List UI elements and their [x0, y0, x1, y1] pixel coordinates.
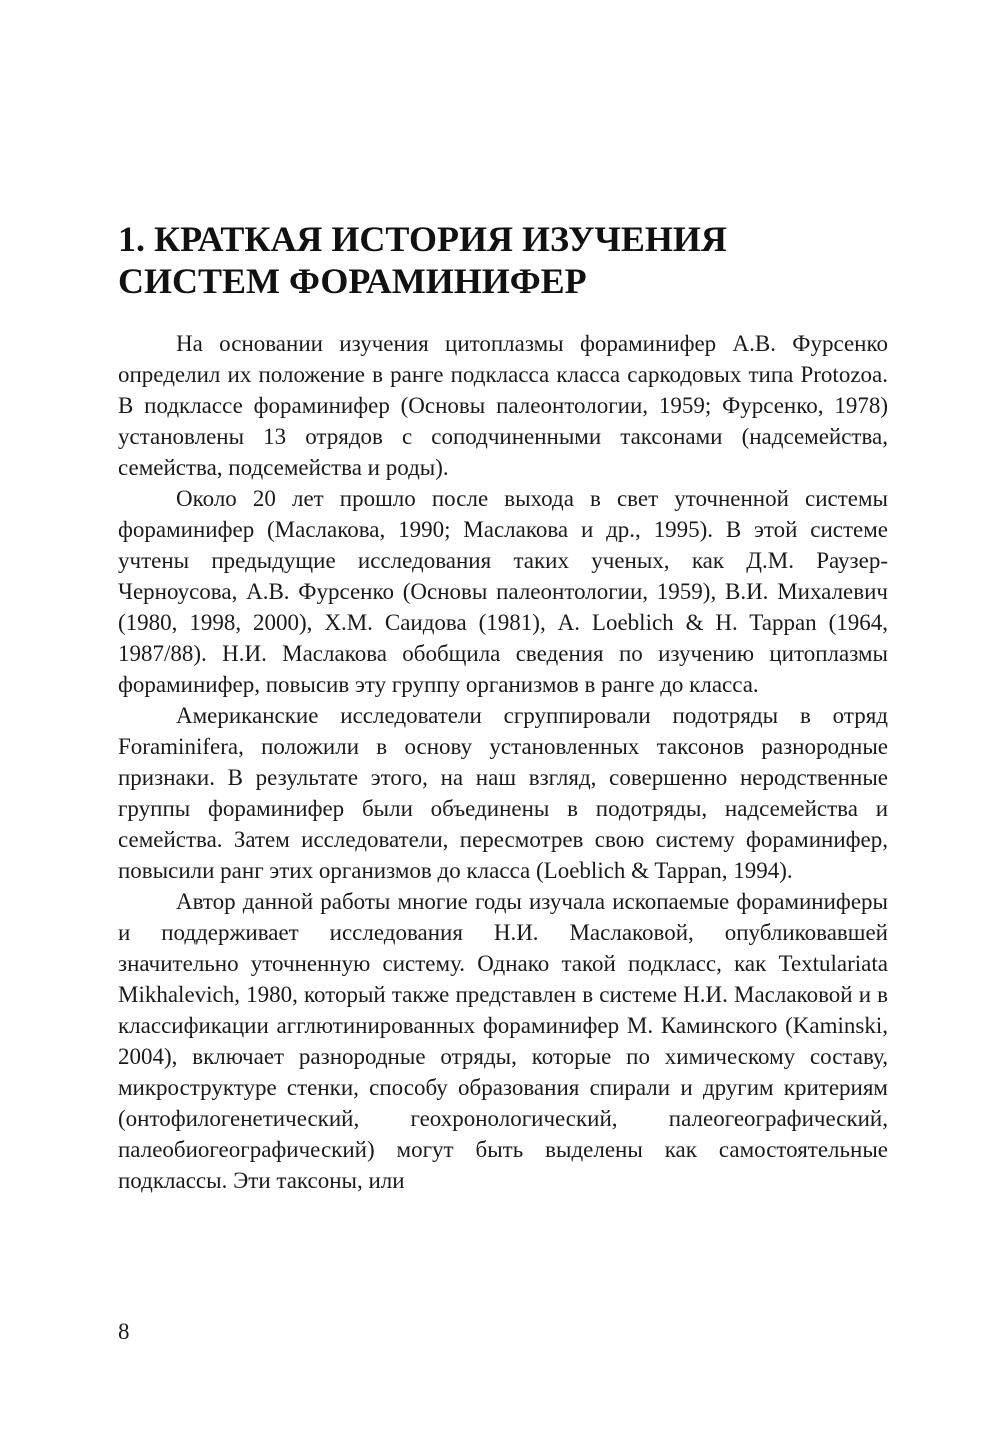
paragraph-3: Американские исследователи сгруппировали подотряды в отряд Foraminifera, положили в основу установленных таксонов разнородные признаки. В результате этого, на наш взгляд, совершенно неродственные группы фораминифер были объединены в подотряды, надсемейства и семейства. Затем исследователи, пересмотрев свою систему фораминифер, повысили ранг этих организмов до класса (Loeblich & Tappan, 1994).: [118, 703, 888, 883]
page-number: 8: [118, 1319, 130, 1344]
chapter-title-line-2: СИСТЕМ ФОРАМИНИФЕР: [118, 261, 587, 301]
chapter-title-line-1: 1. КРАТКАЯ ИСТОРИЯ ИЗУЧЕНИЯ: [118, 219, 727, 259]
paragraph-4: Автор данной работы многие годы изучала ископаемые фораминиферы и поддерживает исследования Н.И. Маслаковой, опубликовавшей значительно уточненную систему. Однако такой подкласс, как Textulariata Mikhalevich, 1980, который также представлен в системе Н.И. Маслаковой и в классификации агглютинированных фораминифер М. Каминского (Kaminski, 2004), включает разнородные отряды, которые по химическому составу, микроструктуре стенки, способу образования спирали и другим критериям (онтофилогенетический, геохронологический, палеогеографический, палеобиогеографический) могут быть выделены как самостоятельные подклассы. Эти таксоны, или: [118, 889, 888, 1193]
body-text: [118, 328, 888, 1196]
chapter-title: [118, 218, 898, 302]
paragraph-2: Около 20 лет прошло после выхода в свет уточненной системы фораминифер (Маслакова, 1990; Маслакова и др., 1995). В этой системе учтены предыдущие исследования таких ученых, как Д.М. Раузер-Черноусова, А.В. Фурсенко (Основы палеонтологии, 1959), В.И. Михалевич (1980, 1998, 2000), Х.М. Саидова (1981), A. Loeblich & H. Tappan (1964, 1987/88). Н.И. Маслакова обобщила сведения по изучению цитоплазмы фораминифер, повысив эту группу организмов в ранге до класса.: [118, 486, 888, 697]
paragraph-1: На основании изучения цитоплазмы фораминифер А.В. Фурсенко определил их положение в ранге подкласса класса саркодовых типа Protozoa. В подклассе фораминифер (Основы палеонтологии, 1959; Фурсенко, 1978) установлены 13 отрядов с соподчиненными таксонами (надсемейства, семейства, подсемейства и роды).: [118, 331, 888, 480]
